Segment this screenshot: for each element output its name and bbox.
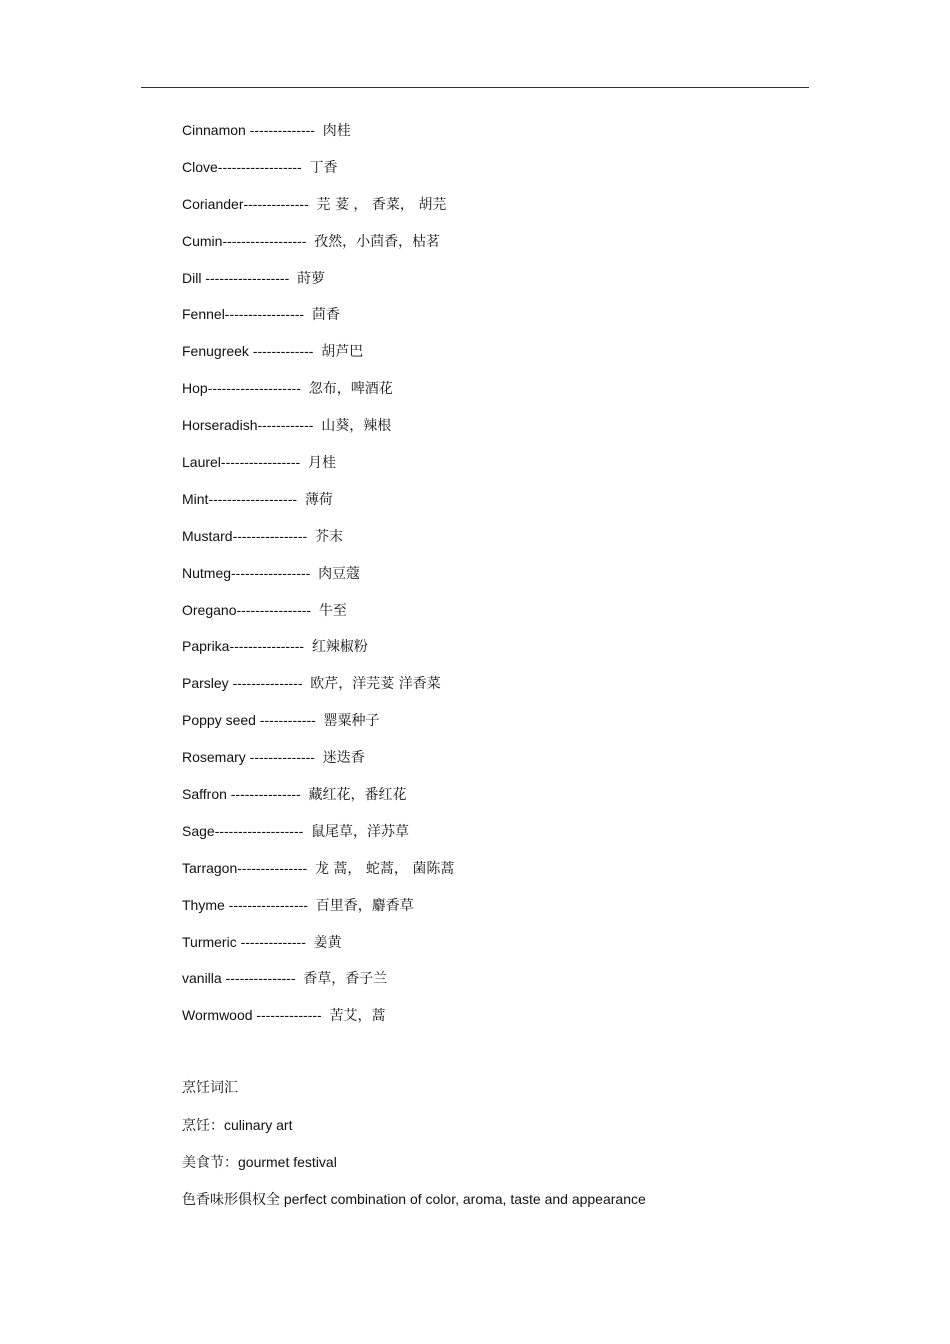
header-rule bbox=[141, 87, 809, 88]
spice-chinese: 香草，香子兰 bbox=[303, 971, 388, 988]
spice-chinese: 茴香 bbox=[311, 307, 340, 324]
spice-english: Cumin------------------ bbox=[182, 232, 315, 249]
spice-chinese: 姜黄 bbox=[313, 934, 342, 951]
spice-english: Poppy seed ------------ bbox=[182, 712, 324, 729]
spice-english: Dill ------------------ bbox=[182, 269, 298, 286]
spice-chinese: 迷迭香 bbox=[322, 750, 365, 767]
spice-english: Thyme ----------------- bbox=[182, 896, 316, 913]
cooking-vocabulary-section bbox=[182, 1078, 646, 1226]
list-item bbox=[182, 120, 454, 157]
spice-chinese: 苦艾，蒿 bbox=[329, 1008, 386, 1025]
spice-chinese: 肉豆蔻 bbox=[318, 565, 361, 582]
spice-english: Laurel----------------- bbox=[182, 454, 308, 471]
list-item bbox=[182, 858, 454, 895]
spice-english: Fenugreek ------------- bbox=[182, 343, 322, 360]
spice-english: Turmeric -------------- bbox=[182, 933, 314, 950]
spice-chinese: 胡芦巴 bbox=[321, 344, 364, 361]
spice-english: Saffron --------------- bbox=[182, 786, 309, 803]
spice-english: Clove------------------ bbox=[182, 158, 310, 175]
list-item bbox=[182, 489, 454, 526]
spice-chinese: 山葵，辣根 bbox=[321, 418, 392, 435]
list-item bbox=[182, 821, 454, 858]
list-item bbox=[182, 932, 454, 969]
spice-chinese: 月桂 bbox=[307, 455, 336, 472]
list-item bbox=[182, 268, 454, 305]
list-item bbox=[182, 231, 454, 268]
spice-chinese: 龙 蒿， 蛇蒿， 菌陈蒿 bbox=[314, 860, 455, 877]
list-item bbox=[182, 341, 454, 378]
section-heading: 烹饪词汇 bbox=[182, 1080, 238, 1096]
list-item bbox=[182, 157, 454, 194]
spice-chinese: 罂粟种子 bbox=[323, 713, 380, 730]
list-item bbox=[182, 636, 454, 673]
spice-english: Hop-------------------- bbox=[182, 380, 309, 397]
spice-chinese: 忽布，啤酒花 bbox=[308, 381, 393, 398]
list-item bbox=[182, 895, 454, 932]
spice-glossary bbox=[182, 120, 454, 1042]
spice-english: Rosemary -------------- bbox=[182, 749, 323, 766]
spice-chinese: 欧芹，洋芫荽 洋香菜 bbox=[310, 676, 441, 693]
spice-english: Cinnamon -------------- bbox=[182, 122, 323, 138]
spice-chinese: 肉桂 bbox=[322, 123, 351, 139]
spice-english: Oregano---------------- bbox=[182, 601, 319, 618]
list-item bbox=[182, 600, 454, 637]
list-item bbox=[182, 710, 454, 747]
list-item bbox=[182, 194, 454, 231]
spice-english: Sage------------------- bbox=[182, 822, 312, 839]
list-item bbox=[182, 378, 454, 415]
list-item bbox=[182, 452, 454, 489]
spice-chinese: 鼠尾草，洋苏草 bbox=[311, 823, 410, 840]
list-item bbox=[182, 784, 454, 821]
spice-english: Horseradish------------ bbox=[182, 417, 322, 434]
spice-chinese: 牛至 bbox=[318, 602, 347, 619]
spice-english: Mustard---------------- bbox=[182, 527, 315, 544]
list-item bbox=[182, 968, 454, 1005]
list-item bbox=[182, 526, 454, 563]
vocab-line: 美食节：gourmet festival bbox=[182, 1153, 337, 1170]
spice-english: Coriander-------------- bbox=[182, 195, 317, 212]
spice-chinese: 孜然，小茴香，枯茗 bbox=[314, 233, 441, 250]
spice-chinese: 藏红花，番红花 bbox=[308, 787, 407, 804]
spice-english: Parsley --------------- bbox=[182, 675, 311, 692]
spice-english: vanilla --------------- bbox=[182, 970, 304, 987]
list-item bbox=[182, 304, 454, 341]
spice-chinese: 薄荷 bbox=[304, 491, 333, 508]
list-item bbox=[182, 747, 454, 784]
spice-english: Mint------------------- bbox=[182, 490, 305, 507]
spice-chinese: 芥末 bbox=[314, 528, 343, 545]
vocab-line: 烹饪：culinary art bbox=[182, 1116, 293, 1133]
list-item bbox=[182, 1005, 454, 1042]
list-item bbox=[182, 563, 454, 600]
list-item bbox=[182, 415, 454, 452]
spice-chinese: 红辣椒粉 bbox=[311, 639, 368, 656]
spice-chinese: 莳萝 bbox=[297, 270, 326, 287]
spice-english: Tarragon--------------- bbox=[182, 859, 315, 876]
spice-chinese: 丁香 bbox=[309, 159, 338, 176]
spice-english: Paprika---------------- bbox=[182, 638, 312, 655]
spice-chinese: 百里香，麝香草 bbox=[315, 897, 414, 914]
list-item bbox=[182, 673, 454, 710]
spice-chinese: 芫 荽 ， 香菜， 胡芫 bbox=[316, 196, 447, 213]
spice-english: Fennel----------------- bbox=[182, 306, 312, 323]
spice-english: Nutmeg----------------- bbox=[182, 564, 319, 581]
spice-english: Wormwood -------------- bbox=[182, 1007, 330, 1024]
vocab-line: 色香味形俱权全 perfect combination of color, aroma, taste and appearance bbox=[182, 1190, 646, 1207]
